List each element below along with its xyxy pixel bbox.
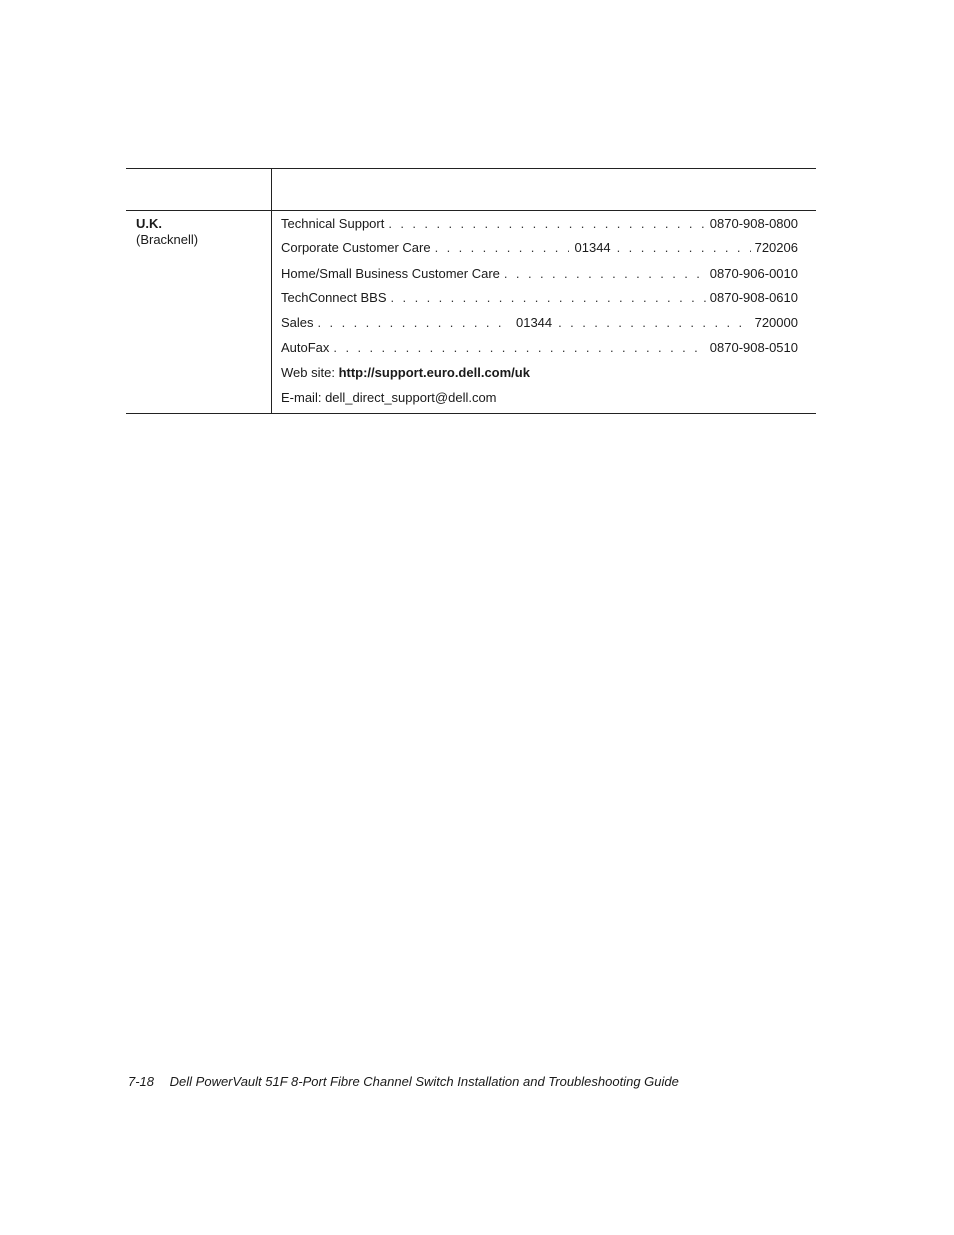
contact-label: TechConnect BBS <box>281 290 387 305</box>
dot-leader <box>435 239 569 257</box>
contact-row-techconnect-bbs <box>281 289 798 307</box>
dot-leader <box>333 339 705 357</box>
email-address[interactable]: dell_direct_support@dell.com <box>325 390 497 405</box>
dot-leader <box>504 265 706 283</box>
contact-label: Technical Support <box>281 216 385 231</box>
table-header-rule <box>126 210 816 211</box>
contact-area-code: 01344 <box>515 315 553 330</box>
contact-number: 720000 <box>754 315 798 330</box>
contact-label: Sales <box>281 315 314 330</box>
contact-row-corporate-customer-care <box>281 239 798 257</box>
contact-label: Home/Small Business Customer Care <box>281 266 500 281</box>
contact-label: AutoFax <box>281 340 330 355</box>
dot-leader <box>617 239 751 257</box>
contact-row-autofax <box>281 339 798 357</box>
region-name: U.K. <box>136 216 162 231</box>
contact-row-sales <box>281 314 798 332</box>
contact-number: 0870-906-0010 <box>709 266 798 281</box>
website-link[interactable]: http://support.euro.dell.com/uk <box>338 365 530 380</box>
region-cell <box>136 216 198 248</box>
table-top-rule <box>126 168 816 169</box>
contact-number: 0870-908-0610 <box>709 290 798 305</box>
document-title: Dell PowerVault 51F 8-Port Fibre Channel Switch Installation and Troubleshooting Guide <box>169 1074 679 1089</box>
email-label: E-mail: <box>281 390 326 405</box>
contact-number: 0870-908-0800 <box>709 216 798 231</box>
page-number: 7-18 <box>128 1074 155 1089</box>
table-column-divider <box>271 168 272 414</box>
contact-area-code: 01344 <box>574 240 611 255</box>
contact-row-technical-support <box>281 215 798 233</box>
website-label: Web site: <box>281 365 339 380</box>
contact-row-email <box>281 389 798 407</box>
page-footer <box>128 1074 679 1089</box>
contact-number: 720206 <box>754 240 798 255</box>
contact-row-website <box>281 364 798 382</box>
region-city: (Bracknell) <box>136 232 199 247</box>
dot-leader <box>558 314 750 332</box>
dot-leader <box>388 215 705 233</box>
contact-number: 0870-908-0510 <box>709 340 798 355</box>
dot-leader <box>318 314 510 332</box>
contact-label: Corporate Customer Care <box>281 240 431 255</box>
dot-leader <box>391 289 706 307</box>
table-bottom-rule <box>126 413 816 414</box>
contact-row-home-small-business <box>281 265 798 283</box>
